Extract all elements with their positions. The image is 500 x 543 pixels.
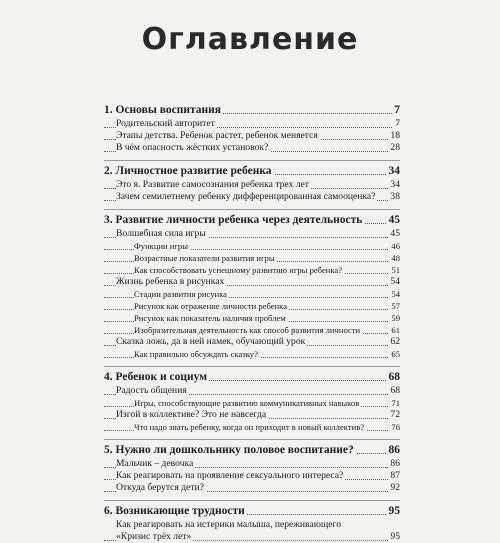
- entry-title: Мальчик – девочка: [116, 458, 194, 469]
- toc-chapter: [104, 500, 400, 543]
- chapter-page-number: 7: [392, 101, 400, 119]
- page-title: Оглавление: [141, 22, 359, 57]
- toc-entry: [104, 142, 400, 154]
- toc-entry: [104, 324, 400, 336]
- toc-entry: [104, 264, 400, 276]
- toc-entry: [104, 385, 400, 397]
- toc-entry: [104, 470, 400, 482]
- toc-entry: [104, 288, 400, 300]
- toc-entry: [104, 409, 400, 421]
- entry-title: Рисунок как отражение личности ребенка: [134, 301, 288, 311]
- chapter-title: 2. Личностное развитие ребенка: [104, 162, 274, 180]
- toc-entry: [104, 312, 400, 324]
- chapter-heading: [104, 439, 400, 458]
- chapter-title: 6. Возникающие трудности: [104, 502, 247, 520]
- entry-title: Изгой в коллективе? Это не навсегда: [116, 409, 267, 420]
- chapter-page-number: 95: [387, 502, 401, 520]
- chapter-page-number: 45: [387, 211, 401, 229]
- entry-page-number: 18: [390, 130, 400, 141]
- entry-page-number: 57: [391, 301, 400, 311]
- entry-title: Родительский авторитет: [116, 118, 215, 129]
- entry-title: В чём опасность жёстких установок?: [116, 142, 269, 153]
- entry-title: Что надо знать ребенку, когда он приходит в новый коллектив?: [134, 422, 365, 432]
- toc-chapter: [104, 209, 400, 360]
- entry-page-number: 95: [390, 531, 400, 542]
- toc-entry: [104, 336, 400, 348]
- chapter-heading: [104, 500, 400, 519]
- chapter-title: 3. Развитие личности ребенка через деятельность: [104, 211, 364, 229]
- entry-page-number: 72: [390, 409, 400, 420]
- entry-page-number: 38: [390, 191, 400, 202]
- toc-chapter: [104, 439, 400, 494]
- entry-title: Этапы детства. Ребенок растет, ребенок меняется: [116, 130, 318, 141]
- toc-entry: [104, 300, 400, 312]
- entry-page-number: 46: [391, 241, 400, 251]
- toc-entry: [104, 240, 400, 252]
- chapter-page-number: 68: [387, 368, 401, 386]
- toc-entry: [104, 482, 400, 494]
- entry-title: Стадии развития рисунка: [134, 289, 227, 299]
- entry-page-number: 59: [391, 313, 400, 323]
- toc-entry: [104, 179, 400, 191]
- entry-title: Зачем семилетнему ребенку дифференцированная самооценка?: [116, 191, 376, 202]
- entry-title: Возрастные показатели развития игры: [134, 253, 275, 263]
- chapter-heading: [104, 100, 400, 118]
- toc-entry: [104, 118, 400, 130]
- entry-page-number: 65: [391, 349, 400, 359]
- toc-entry: [104, 191, 400, 203]
- chapter-title: 1. Основы воспитания: [104, 101, 223, 119]
- entry-page-number: 87: [390, 470, 400, 481]
- chapter-page-number: 86: [387, 441, 401, 459]
- entry-title: Радость общения: [116, 385, 187, 396]
- entry-page-number: 71: [391, 398, 400, 408]
- toc-chapter: [104, 160, 400, 203]
- entry-page-number: 45: [390, 228, 400, 239]
- chapter-heading: [104, 209, 400, 228]
- toc-entry: [104, 421, 400, 433]
- entry-page-number: 34: [390, 179, 400, 190]
- toc-entry: [104, 531, 400, 543]
- entry-title: Жизнь ребенка в рисунках: [116, 276, 225, 287]
- entry-page-number: 54: [390, 276, 400, 287]
- toc-entry: [104, 276, 400, 288]
- entry-page-number: 28: [390, 142, 400, 153]
- toc-entry: [104, 252, 400, 264]
- entry-page-number: 86: [390, 458, 400, 469]
- entry-title: Рисунок как показатель наличия проблем: [134, 313, 286, 323]
- entry-title: Откуда берутся дети?: [116, 482, 204, 493]
- chapter-heading: [104, 366, 400, 385]
- chapter-heading: [104, 160, 400, 179]
- entry-title: Функции игры: [134, 241, 189, 251]
- toc-chapter: [104, 366, 400, 433]
- entry-title: Это я. Развитие самосознания ребенка трех лет: [116, 179, 309, 190]
- entry-title: Игры, способствующие развитию коммуникативных навыков: [134, 398, 360, 408]
- toc-entry: [104, 519, 400, 531]
- toc-entry: [104, 397, 400, 409]
- entry-page-number: 61: [391, 325, 400, 335]
- toc-entry: [104, 348, 400, 360]
- chapter-page-number: 34: [387, 162, 401, 180]
- entry-page-number: 62: [390, 336, 400, 347]
- entry-page-number: 54: [391, 289, 400, 299]
- table-of-contents: [104, 100, 400, 543]
- entry-page-number: 51: [391, 265, 400, 275]
- toc-entry: [104, 130, 400, 142]
- toc-chapter: [104, 100, 400, 154]
- entry-title: Как реагировать на истерики малыша, переживающего: [116, 519, 342, 530]
- entry-page-number: 68: [390, 385, 400, 396]
- entry-title: «Кризис трёх лет»: [116, 531, 192, 542]
- entry-title: Как реагировать на проявление сексуального интереса?: [116, 470, 344, 481]
- chapter-title: 4. Ребенок и социум: [104, 368, 209, 386]
- chapter-title: 5. Нужно ли дошкольнику половое воспитание?: [104, 441, 356, 459]
- entry-title: Как способствовать успешному развитию игры ребенка?: [134, 265, 343, 275]
- toc-entry: [104, 458, 400, 470]
- entry-title: Как правильно обсуждать сказку?: [134, 349, 258, 359]
- entry-title: Изобразительная деятельность как способ развития личности: [134, 325, 361, 335]
- toc-entry: [104, 228, 400, 240]
- entry-page-number: 7: [395, 118, 400, 129]
- entry-title: Сказка ложь, да в ней намек, обучающий урок: [116, 336, 306, 347]
- entry-page-number: 92: [390, 482, 400, 493]
- entry-page-number: 76: [391, 422, 400, 432]
- entry-title: Волшебная сила игры: [116, 228, 206, 239]
- entry-page-number: 48: [391, 253, 400, 263]
